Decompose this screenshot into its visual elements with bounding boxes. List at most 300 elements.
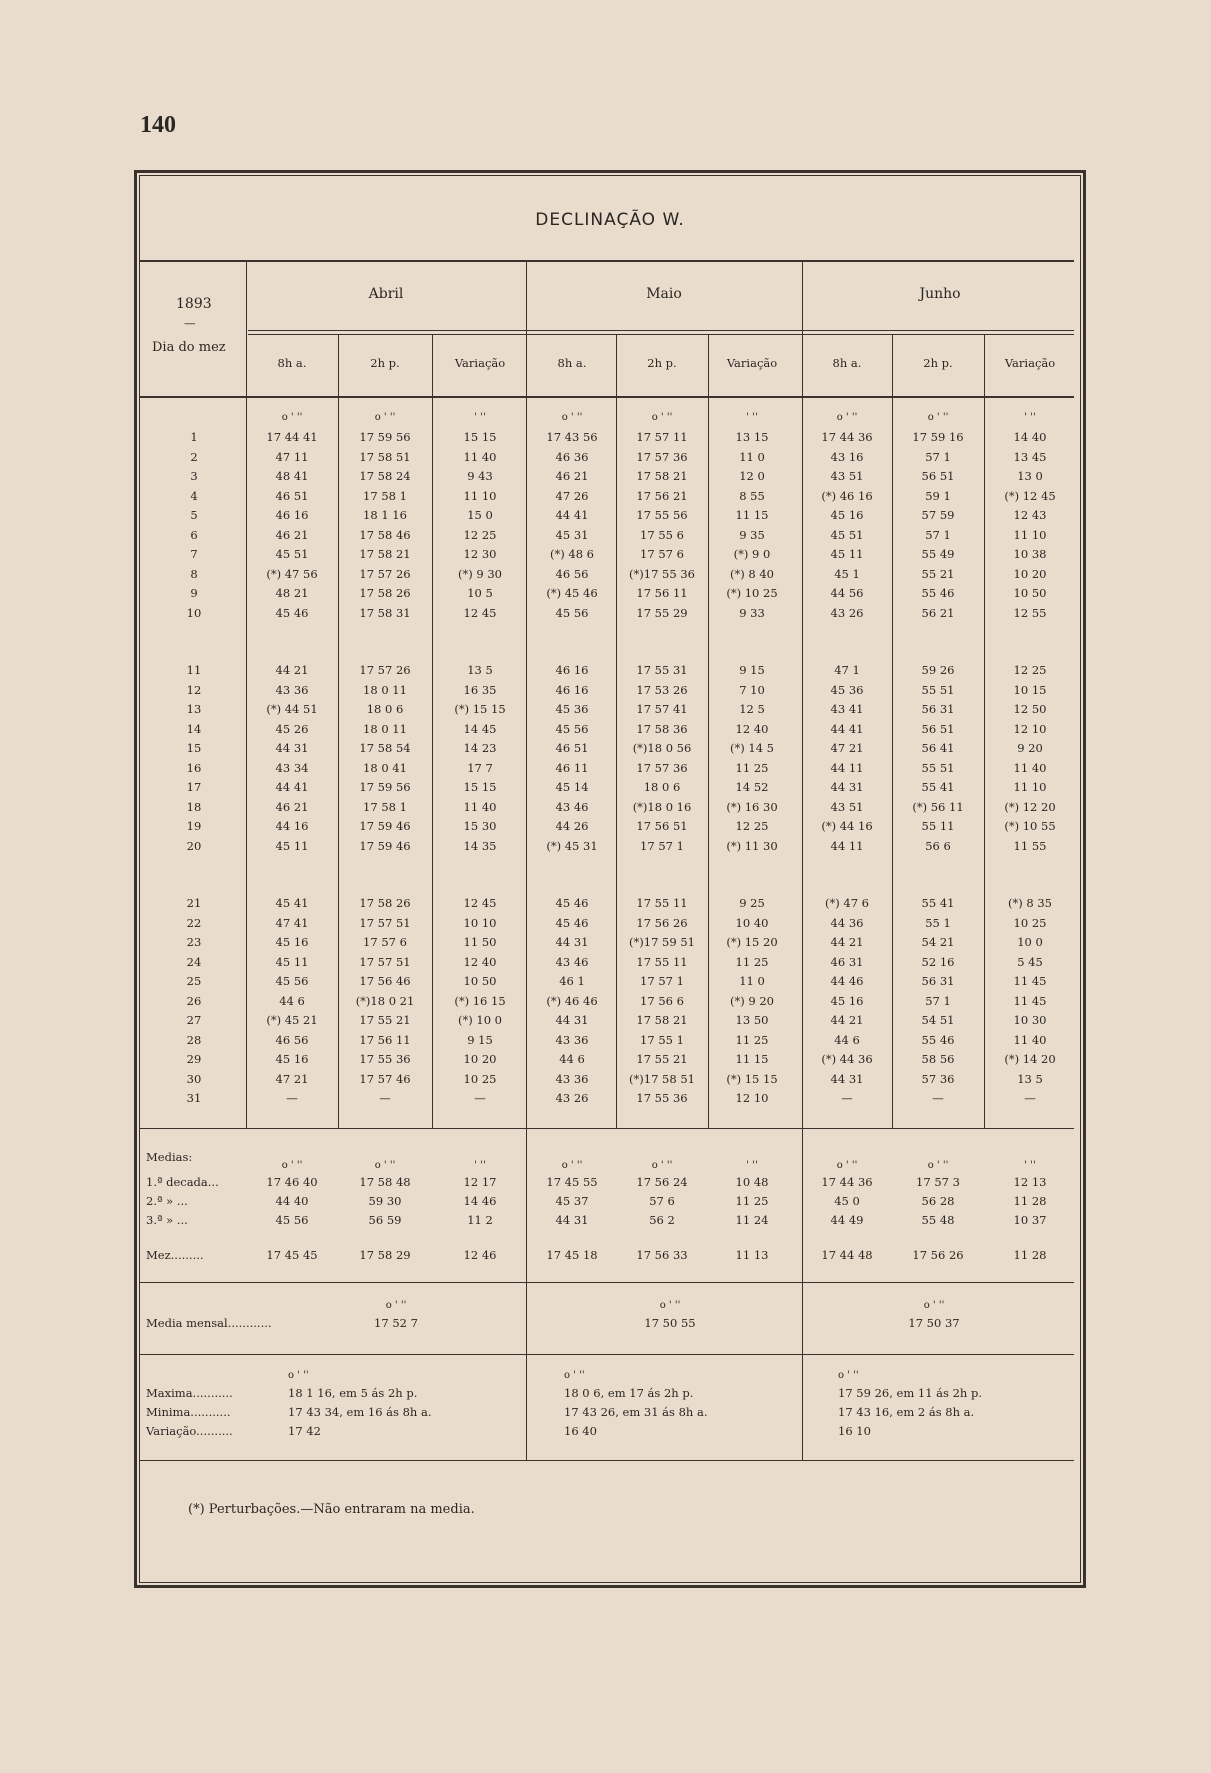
table-cell: (*) 15 15 [726, 1071, 778, 1086]
table-cell: 17 55 36 [636, 1091, 688, 1105]
column-header: 8h a. [557, 356, 587, 370]
unit-label: o ' '' [927, 1160, 949, 1171]
table-cell: 59 26 [921, 663, 955, 677]
table-cell: 17 58 21 [359, 547, 411, 561]
table-cell: 17 57 11 [636, 430, 688, 444]
table-cell: 44 56 [830, 586, 864, 600]
table-cell: (*) 12 45 [1004, 488, 1056, 503]
table-cell: 56 31 [921, 974, 955, 988]
table-cell: 9 25 [739, 896, 765, 910]
table-cell: 57 59 [921, 508, 955, 522]
medias-cell: 10 37 [1013, 1213, 1047, 1227]
table-cell: 45 51 [830, 527, 864, 542]
table-cell: 10 40 [735, 915, 769, 930]
table-cell: 46 16 [275, 508, 309, 522]
table-cell: 17 57 51 [359, 915, 411, 930]
table-cell: 46 56 [275, 1032, 309, 1047]
table-cell: 17 58 46 [359, 527, 411, 542]
table-cell: 17 59 16 [912, 430, 964, 444]
table-cell: 11 0 [739, 974, 765, 988]
table-cell: 43 46 [555, 799, 589, 814]
table-cell: 17 58 36 [636, 721, 688, 736]
table-cell: 44 26 [555, 819, 589, 833]
medias-cell: 11 13 [735, 1248, 769, 1262]
table-cell: 9 15 [467, 1032, 493, 1047]
table-cell: 55 51 [921, 682, 955, 697]
table-cell: 55 46 [921, 586, 955, 600]
table-cell: 18 0 11 [363, 682, 407, 697]
medias-cell: 17 58 29 [359, 1248, 411, 1262]
unit-label: ' '' [746, 1160, 758, 1171]
table-cell: 45 26 [275, 721, 309, 736]
table-cell: (*) 46 46 [546, 993, 598, 1008]
table-cell: 17 58 24 [359, 469, 411, 483]
day-number: 30 [186, 1071, 202, 1086]
table-cell: 44 46 [830, 974, 864, 988]
table-cell: 11 25 [735, 760, 769, 775]
table-cell: 46 1 [559, 974, 585, 988]
table-cell: 17 58 21 [636, 1013, 688, 1027]
table-cell: (*) 14 5 [730, 741, 774, 755]
table-cell: 43 26 [830, 605, 864, 620]
day-number: 6 [190, 527, 198, 542]
day-number: 18 [186, 799, 202, 814]
medias-cell: 56 2 [649, 1213, 675, 1227]
day-number: 15 [186, 741, 202, 755]
table-cell: 9 33 [739, 605, 765, 620]
table-cell: 11 45 [1013, 974, 1047, 988]
day-number: 16 [186, 760, 202, 775]
table-cell: 52 16 [921, 954, 955, 969]
medias-row-label: 2.ª » ... [146, 1194, 188, 1208]
table-cell: 56 51 [921, 721, 955, 736]
table-cell: 10 25 [463, 1071, 497, 1086]
rule [248, 334, 1074, 335]
table-cell: 45 16 [830, 508, 864, 522]
table-cell: 17 57 26 [359, 663, 411, 677]
table-cell: 10 0 [1017, 935, 1043, 949]
table-cell: 55 41 [921, 896, 955, 910]
table-cell: 10 15 [1013, 682, 1047, 697]
table-cell: (*) 16 15 [454, 993, 506, 1008]
table-cell: 47 11 [275, 449, 309, 464]
table-cell: 14 45 [463, 721, 497, 736]
table-cell: 15 15 [463, 430, 497, 444]
table-cell: 45 16 [275, 1052, 309, 1066]
table-cell: 55 51 [921, 760, 955, 775]
unit-label: o ' '' [564, 1370, 585, 1381]
day-number: 1 [190, 430, 198, 444]
table-cell: 43 46 [555, 954, 589, 969]
table-cell: 17 44 36 [821, 430, 873, 444]
table-cell: 17 57 36 [636, 760, 688, 775]
media-mensal-value: 17 52 7 [374, 1316, 418, 1330]
medias-cell: 11 2 [467, 1213, 493, 1227]
extreme-value: 18 1 16, em 5 ás 2h p. [288, 1386, 418, 1400]
day-number: 17 [186, 780, 202, 794]
table-cell: 15 0 [467, 508, 493, 522]
rule [140, 1354, 1074, 1355]
medias-cell: 17 45 18 [546, 1248, 598, 1262]
table-cell: 44 31 [830, 780, 864, 794]
table-cell: 17 59 56 [359, 780, 411, 794]
table-cell: 17 57 1 [640, 974, 684, 988]
medias-cell: 44 49 [830, 1213, 864, 1227]
table-cell: 44 16 [275, 819, 309, 833]
medias-cell: 17 56 24 [636, 1175, 688, 1189]
day-number: 20 [186, 838, 202, 853]
table-cell: 57 1 [925, 993, 951, 1008]
medias-row-label: 1.ª decada... [146, 1175, 219, 1189]
unit-label: o ' '' [836, 412, 858, 423]
media-mensal-value: 17 50 55 [644, 1316, 696, 1330]
table-cell: 43 36 [555, 1032, 589, 1047]
table-cell: 44 11 [830, 838, 864, 853]
table-cell: 48 41 [275, 469, 309, 483]
table-cell: 46 31 [830, 954, 864, 969]
table-cell: 55 41 [921, 780, 955, 794]
table-cell: 43 26 [555, 1091, 589, 1105]
medias-cell: 17 44 36 [821, 1175, 873, 1189]
table-cell: 17 57 51 [359, 954, 411, 969]
year-dash: — [184, 316, 196, 330]
table-cell: 44 6 [834, 1032, 860, 1047]
table-cell: 10 20 [463, 1052, 497, 1066]
medias-cell: 12 46 [463, 1248, 497, 1262]
table-cell: 46 21 [275, 799, 309, 814]
day-number: 14 [186, 721, 202, 736]
table-cell: (*) 9 30 [458, 566, 502, 581]
rule [140, 396, 1074, 398]
unit-label: o ' '' [374, 1160, 396, 1171]
table-title: DECLINAÇÃO W. [535, 210, 685, 230]
extreme-value: 18 0 6, em 17 ás 2h p. [564, 1386, 694, 1400]
unit-label: o ' '' [281, 412, 303, 423]
table-cell: 55 21 [921, 566, 955, 581]
medias-cell: 11 25 [735, 1194, 769, 1208]
table-cell: 17 55 36 [359, 1052, 411, 1066]
table-cell: 56 41 [921, 741, 955, 755]
table-cell: 45 56 [275, 974, 309, 988]
table-cell: 57 1 [925, 527, 951, 542]
column-header: Variação [454, 356, 506, 370]
table-cell: 45 36 [830, 682, 864, 697]
table-cell: (*) 9 0 [733, 547, 771, 561]
table-cell: 17 57 41 [636, 702, 688, 716]
table-cell: 17 59 46 [359, 819, 411, 833]
table-cell: 46 21 [555, 469, 589, 483]
day-number: 4 [190, 488, 198, 503]
table-cell: 43 36 [555, 1071, 589, 1086]
day-number: 3 [190, 469, 198, 483]
table-cell: (*) 44 51 [266, 702, 318, 716]
table-cell: 54 21 [921, 935, 955, 949]
medias-cell: 44 40 [275, 1194, 309, 1208]
table-cell: 43 36 [275, 682, 309, 697]
medias-cell: 17 45 45 [266, 1248, 318, 1262]
table-cell: 45 56 [555, 605, 589, 620]
table-cell: 17 58 1 [363, 799, 407, 814]
medias-cell: 14 46 [463, 1194, 497, 1208]
day-number: 31 [186, 1091, 202, 1105]
table-cell: (*)18 0 56 [632, 741, 692, 755]
table-cell: 11 25 [735, 1032, 769, 1047]
table-cell: 44 36 [830, 915, 864, 930]
table-cell: 45 16 [830, 993, 864, 1008]
table-cell: 56 31 [921, 702, 955, 716]
table-cell: 17 58 31 [359, 605, 411, 620]
table-cell: 11 15 [735, 1052, 769, 1066]
table-cell: 55 1 [925, 915, 951, 930]
table-cell: 12 10 [1013, 721, 1047, 736]
table-cell: 12 45 [463, 896, 497, 910]
table-cell: (*) 8 35 [1008, 896, 1052, 910]
table-cell: 15 15 [463, 780, 497, 794]
month-header: Junho [919, 286, 961, 302]
table-cell: 12 50 [1013, 702, 1047, 716]
table-cell: 11 55 [1013, 838, 1047, 853]
table-cell: 11 40 [463, 449, 497, 464]
table-cell: 11 25 [735, 954, 769, 969]
table-cell: 14 40 [1013, 430, 1047, 444]
medias-cell: 17 58 48 [359, 1175, 411, 1189]
table-cell: 57 1 [925, 449, 951, 464]
table-cell: 12 45 [463, 605, 497, 620]
table-cell: 12 25 [463, 527, 497, 542]
table-cell: (*) 45 21 [266, 1013, 318, 1027]
medias-cell: 17 56 26 [912, 1248, 964, 1262]
rule [140, 1128, 1074, 1129]
table-cell: 10 50 [463, 974, 497, 988]
table-cell: — [1024, 1091, 1036, 1105]
table-cell: 13 5 [467, 663, 493, 677]
table-cell: 44 41 [555, 508, 589, 522]
media-mensal-label: Media mensal............ [146, 1316, 272, 1330]
extreme-label: Maxima........... [146, 1386, 233, 1400]
table-cell: 11 50 [463, 935, 497, 949]
table-cell: (*) 44 36 [821, 1052, 873, 1066]
table-cell: 48 21 [275, 586, 309, 600]
medias-cell: 55 48 [921, 1213, 955, 1227]
table-cell: (*) 12 20 [1004, 799, 1056, 814]
table-cell: 17 55 21 [359, 1013, 411, 1027]
table-cell: 8 55 [739, 488, 765, 503]
table-cell: 46 21 [275, 527, 309, 542]
table-cell: 11 10 [1013, 527, 1047, 542]
table-cell: 45 11 [275, 954, 309, 969]
table-cell: 47 1 [834, 663, 860, 677]
unit-label: o ' '' [281, 1160, 303, 1171]
table-cell: (*) 15 15 [454, 702, 506, 716]
table-cell: 17 55 11 [636, 896, 688, 910]
unit-label: o ' '' [385, 1300, 407, 1311]
medias-cell: 45 37 [555, 1194, 589, 1208]
table-cell: 12 25 [735, 819, 769, 833]
table-cell: 58 56 [921, 1052, 955, 1066]
table-cell: (*)17 58 51 [629, 1071, 695, 1086]
table-cell: (*) 8 40 [730, 566, 774, 581]
medias-cell: 56 59 [368, 1213, 402, 1227]
table-cell: 46 36 [555, 449, 589, 464]
table-cell: 59 1 [925, 488, 951, 503]
table-cell: 17 55 11 [636, 954, 688, 969]
table-cell: 45 36 [555, 702, 589, 716]
table-cell: (*)17 55 36 [629, 566, 695, 581]
day-number: 24 [186, 954, 202, 969]
table-cell: 17 57 1 [640, 838, 684, 853]
table-cell: 10 38 [1013, 547, 1047, 561]
unit-label: o ' '' [651, 412, 673, 423]
year-label: 1893 [176, 296, 212, 312]
table-cell: 44 31 [275, 741, 309, 755]
medias-cell: 56 28 [921, 1194, 955, 1208]
table-cell: 12 40 [735, 721, 769, 736]
day-number: 2 [190, 449, 198, 464]
day-number: 29 [186, 1052, 202, 1066]
table-cell: — [932, 1091, 944, 1105]
table-cell: 13 45 [1013, 449, 1047, 464]
unit-label: ' '' [474, 412, 486, 423]
table-cell: 45 1 [834, 566, 860, 581]
column-header: 2h p. [370, 356, 400, 370]
table-cell: 18 0 6 [366, 702, 404, 716]
table-cell: 18 0 11 [363, 721, 407, 736]
table-cell: 18 0 6 [643, 780, 681, 794]
medias-cell: 11 28 [1013, 1248, 1047, 1262]
table-cell: 17 59 46 [359, 838, 411, 853]
unit-label: ' '' [1024, 1160, 1036, 1171]
table-cell: 17 44 41 [266, 430, 318, 444]
table-cell: 11 40 [463, 799, 497, 814]
unit-label: o ' '' [561, 412, 583, 423]
table-cell: 17 43 56 [546, 430, 598, 444]
table-cell: 11 40 [1013, 1032, 1047, 1047]
day-number: 19 [186, 819, 202, 833]
table-cell: 13 15 [735, 430, 769, 444]
table-cell: 12 25 [1013, 663, 1047, 677]
table-cell: (*) 16 30 [726, 799, 778, 814]
table-cell: 14 52 [735, 780, 769, 794]
medias-cell: 12 13 [1013, 1175, 1047, 1189]
table-cell: 17 58 26 [359, 896, 411, 910]
table-cell: 11 0 [739, 449, 765, 464]
day-number: 25 [186, 974, 202, 988]
table-cell: (*) 9 20 [730, 993, 774, 1008]
day-number: 22 [186, 915, 202, 930]
table-cell: 7 10 [739, 682, 765, 697]
medias-cell: 10 48 [735, 1175, 769, 1189]
rule [140, 1460, 1074, 1461]
rule [248, 330, 1074, 331]
table-cell: 11 10 [1013, 780, 1047, 794]
unit-label: ' '' [746, 412, 758, 423]
day-number: 11 [186, 663, 202, 677]
table-cell: 17 55 6 [640, 527, 684, 542]
table-cell: 44 41 [275, 780, 309, 794]
table-cell: 10 50 [1013, 586, 1047, 600]
table-cell: 17 57 46 [359, 1071, 411, 1086]
table-cell: 17 58 26 [359, 586, 411, 600]
day-number: 26 [186, 993, 202, 1008]
table-cell: 17 56 26 [636, 915, 688, 930]
table-cell: 17 7 [467, 760, 493, 775]
table-cell: (*) 47 56 [266, 566, 318, 581]
table-cell: 45 51 [275, 547, 309, 561]
table-cell: 45 46 [555, 896, 589, 910]
table-cell: (*) 44 16 [821, 819, 873, 833]
table-cell: (*) 46 16 [821, 488, 873, 503]
footnote: (*) Perturbações.—Não entraram na media. [188, 1502, 475, 1517]
table-cell: 54 51 [921, 1013, 955, 1027]
unit-label: o ' '' [659, 1300, 681, 1311]
table-cell: 11 10 [463, 488, 497, 503]
day-number: 5 [190, 508, 198, 522]
extreme-value: 17 43 26, em 31 ás 8h a. [564, 1405, 708, 1419]
medias-cell: 44 31 [555, 1213, 589, 1227]
table-cell: 18 1 16 [363, 508, 407, 522]
table-cell: 17 55 29 [636, 605, 688, 620]
table-cell: 17 59 56 [359, 430, 411, 444]
table-cell: 44 31 [555, 1013, 589, 1027]
unit-label: ' '' [474, 1160, 486, 1171]
extreme-value: 17 43 34, em 16 ás 8h a. [288, 1405, 432, 1419]
table-cell: 10 25 [1013, 915, 1047, 930]
column-header: Variação [1004, 356, 1056, 370]
table-cell: (*) 15 20 [726, 935, 778, 949]
table-cell: 46 16 [555, 663, 589, 677]
day-number: 27 [186, 1013, 202, 1027]
day-column-header: Dia do mez [152, 340, 226, 355]
table-cell: 44 6 [279, 993, 305, 1008]
table-cell: 46 51 [555, 741, 589, 755]
table-cell: 44 21 [830, 1013, 864, 1027]
table-cell: (*)18 0 16 [632, 799, 692, 814]
table-cell: 9 20 [1017, 741, 1043, 755]
medias-cell: 11 24 [735, 1213, 769, 1227]
table-cell: 44 21 [275, 663, 309, 677]
medias-cell: 17 46 40 [266, 1175, 318, 1189]
table-cell: 17 58 54 [359, 741, 411, 755]
table-cell: 45 11 [830, 547, 864, 561]
table-cell: 12 55 [1013, 605, 1047, 620]
table-cell: (*) 48 6 [550, 547, 594, 561]
medias-cell: 17 57 3 [916, 1175, 960, 1189]
medias-cell: 17 44 48 [821, 1248, 873, 1262]
table-cell: 17 57 6 [640, 547, 684, 561]
table-cell: 44 6 [559, 1052, 585, 1066]
table-cell: 46 56 [555, 566, 589, 581]
table-cell: 17 58 51 [359, 449, 411, 464]
month-header: Maio [646, 286, 682, 302]
table-cell: — [379, 1091, 391, 1105]
table-cell: — [286, 1091, 298, 1105]
medias-cell: 45 0 [834, 1194, 860, 1208]
medias-cell: 59 30 [368, 1194, 402, 1208]
table-cell: 17 56 11 [636, 586, 688, 600]
table-cell: 11 15 [735, 508, 769, 522]
table-cell: 17 57 36 [636, 449, 688, 464]
column-header: Variação [726, 356, 778, 370]
table-cell: 17 53 26 [636, 682, 688, 697]
table-cell: 18 0 41 [363, 760, 407, 775]
table-cell: 17 57 6 [363, 935, 407, 949]
table-cell: 9 43 [467, 469, 493, 483]
table-cell: 44 31 [555, 935, 589, 949]
table-cell: 12 10 [735, 1091, 769, 1105]
table-cell: (*) 45 31 [546, 838, 598, 853]
column-header: 2h p. [923, 356, 953, 370]
table-cell: 45 11 [275, 838, 309, 853]
